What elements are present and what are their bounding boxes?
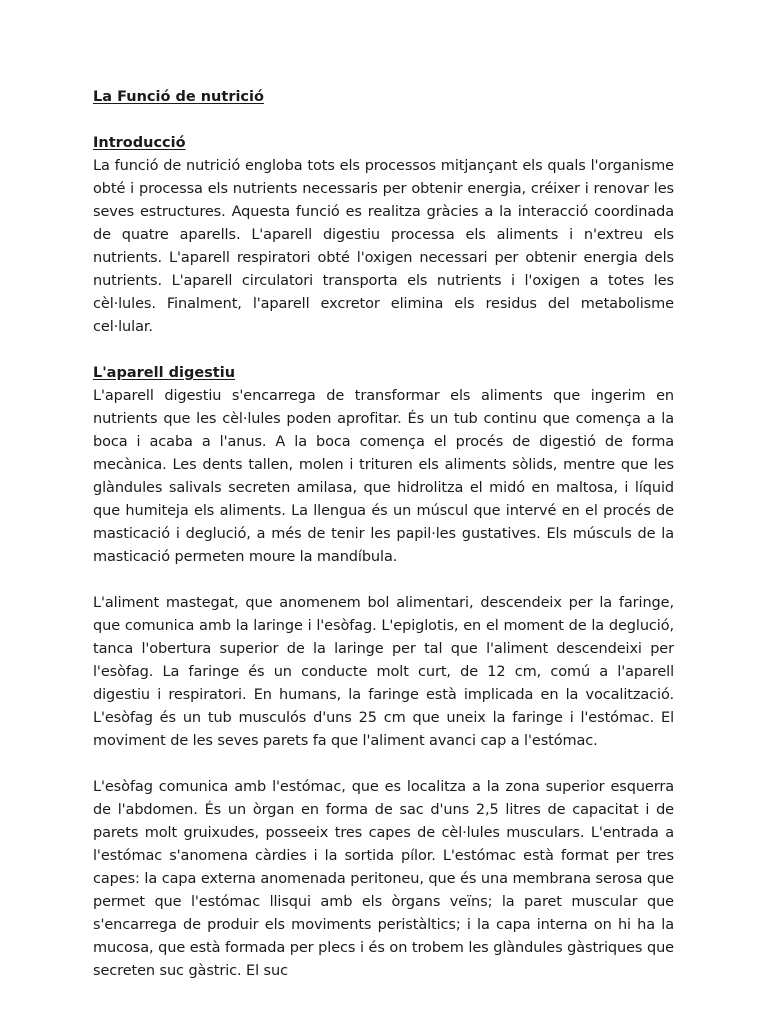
- section-heading: L'aparell digestiu: [93, 365, 236, 381]
- section-introduccio: [93, 132, 674, 339]
- paragraph: L'aparell digestiu s'encarrega de transformar els aliments que ingerim en nutrients que les cèl·lules poden aprofitar. És un tub continu que comença a la boca i acaba a l'anus. A la boca comença el procés de digestió de forma mecànica. Les dents tallen, molen i trituren els aliments sòlids, mentre que les glàndules salivals secreten amilasa, que hidrolitza el midó en maltosa, i líquid que humiteja els aliments. La llengua és un múscul que intervé en el procés de masticació i deglució, a més de tenir les papil·les gustatives. Els músculs de la masticació permeten moure la mandíbula.: [93, 388, 674, 565]
- document-title: La Funció de nutrició: [93, 89, 264, 105]
- section-aparell-digestiu: [93, 362, 674, 983]
- paragraph: L'esòfag comunica amb l'estómac, que es localitza a la zona superior esquerra de l'abdomen. És un òrgan en forma de sac d'uns 2,5 litres de capacitat i de parets molt gruixudes, posseeix tres capes de cèl·lules musculars. L'entrada a l'estómac s'anomena càrdies i la sortida pílor. L'estómac està format per tres capes: la capa externa anomenada peritoneu, que és una membrana serosa que permet que l'estómac llisqui amb els òrgans veïns; la paret muscular que s'encarrega de produir els moviments peristàltics; i la capa interna on hi ha la mucosa, que està formada per plecs i és on trobem les glàndules gàstriques que secreten suc gàstric. El suc: [93, 779, 674, 979]
- paragraph: La funció de nutrició engloba tots els processos mitjançant els quals l'organisme obté i processa els nutrients necessaris per obtenir energia, créixer i renovar les seves estructures. Aquesta funció es realitza gràcies a la interacció coordinada de quatre aparells. L'aparell digestiu processa els aliments i n'extreu els nutrients. L'aparell respiratori obté l'oxigen necessari per obtenir energia dels nutrients. L'aparell circulatori transporta els nutrients i l'oxigen a totes les cèl·lules. Finalment, l'aparell excretor elimina els residus del metabolisme cel·lular.: [93, 158, 674, 335]
- paragraph: L'aliment mastegat, que anomenem bol alimentari, descendeix per la faringe, que comunica amb la laringe i l'esòfag. L'epiglotis, en el moment de la deglució, tanca l'obertura superior de la laringe per tal que l'aliment descendeixi per l'esòfag. La faringe és un conducte molt curt, de 12 cm, comú a l'aparell digestiu i respiratori. En humans, la faringe està implicada en la vocalització. L'esòfag és un tub musculós d'uns 25 cm que uneix la faringe i l'estómac. El moviment de les seves parets fa que l'aliment avanci cap a l'estómac.: [93, 595, 674, 749]
- section-heading: Introducció: [93, 135, 186, 151]
